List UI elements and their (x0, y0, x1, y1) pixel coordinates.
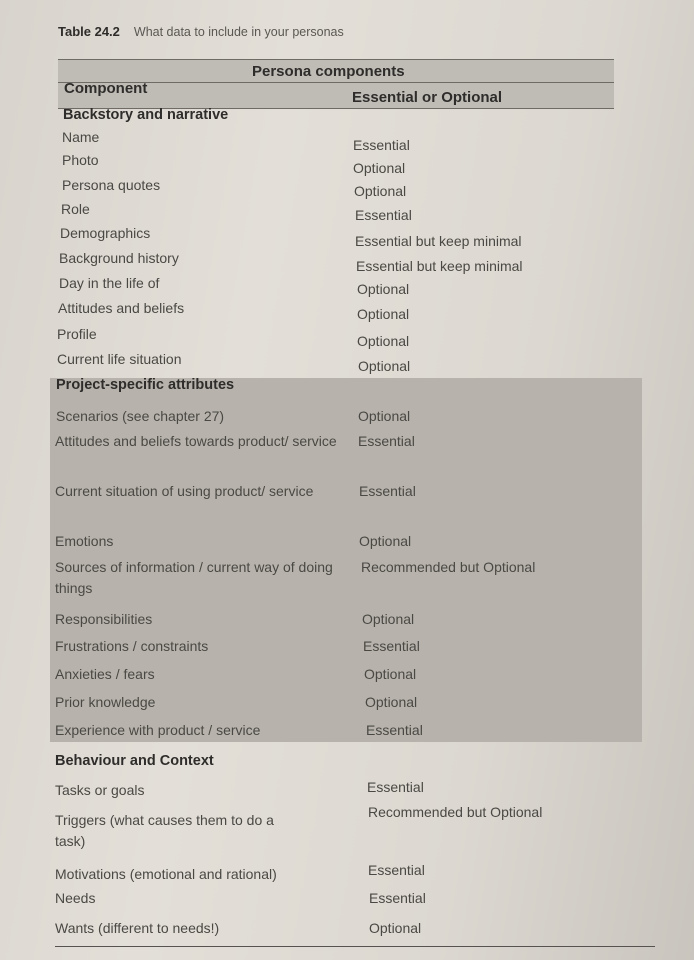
table-row (55, 888, 615, 909)
table-row (55, 864, 615, 885)
table-row (58, 298, 578, 322)
row-component: Background history (59, 250, 179, 266)
table-row (55, 557, 635, 601)
row-component: Day in the life of (59, 275, 160, 291)
row-component: Wants (different to needs!) (55, 920, 220, 936)
row-value: Essential but keep minimal (356, 258, 523, 274)
table-row (59, 273, 579, 297)
row-component: Frustrations / constraints (55, 638, 209, 654)
table-row (55, 720, 615, 741)
table-row (62, 150, 582, 176)
table-row (59, 248, 579, 274)
row-component: Emotions (55, 533, 114, 549)
row-component: Needs (55, 890, 96, 906)
row-value: Optional (358, 358, 411, 374)
table-row (56, 406, 616, 427)
row-value: Optional (362, 611, 415, 627)
row-value: Optional (357, 333, 410, 349)
bottom-rule (55, 946, 655, 947)
row-component: Persona quotes (62, 177, 161, 193)
row-value: Recommended but Optional (361, 559, 536, 575)
row-value: Optional (353, 160, 406, 176)
table-row (61, 199, 581, 223)
row-value: Optional (369, 920, 422, 936)
row-component: Anxieties / fears (55, 666, 155, 682)
table-row (55, 780, 615, 801)
row-component: Photo (62, 152, 99, 168)
table-row (57, 324, 577, 349)
row-component: Attitudes and beliefs (58, 300, 185, 316)
table-row (55, 609, 615, 630)
row-value: Essential (359, 483, 416, 499)
row-value: Essential but keep minimal (355, 233, 522, 249)
table-row (55, 692, 615, 713)
row-component: Demographics (60, 225, 151, 241)
row-value: Optional (354, 183, 407, 199)
section-title-backstory: Backstory and narrative (63, 107, 229, 123)
table-caption (58, 24, 344, 39)
row-component: Scenarios (see chapter 27) (56, 408, 225, 424)
table-row (55, 431, 615, 475)
section-title-behaviour: Behaviour and Context (55, 753, 214, 769)
table-title: What data to include in your personas (133, 25, 344, 39)
row-value: Optional (359, 533, 412, 549)
table-row (55, 531, 615, 552)
row-component: Role (61, 201, 90, 217)
row-component: Prior knowledge (55, 694, 156, 710)
row-value: Essential (358, 433, 415, 449)
table-row (55, 918, 615, 939)
row-value: Essential (363, 638, 420, 654)
row-component: Name (62, 129, 100, 145)
row-value: Essential (353, 137, 410, 153)
row-value: Optional (357, 306, 410, 322)
row-value: Optional (365, 694, 418, 710)
top-rule (58, 59, 614, 60)
header-group-title: Persona components (252, 63, 405, 80)
row-value: Essential (369, 890, 426, 906)
section-title-project-specific: Project-specific attributes (56, 377, 235, 393)
header-component: Component (64, 80, 148, 97)
row-value: Optional (357, 281, 410, 297)
row-value: Essential (367, 779, 424, 795)
row-component: Triggers (what causes them to do a task) (55, 812, 274, 849)
header-essential-or-optional: Essential or Optional (352, 89, 503, 106)
table-number: Table 24.2 (58, 24, 120, 39)
table-row (55, 636, 615, 657)
table-row (62, 127, 582, 153)
row-component: Experience with product / service (55, 722, 261, 738)
row-value: Essential (366, 722, 423, 738)
row-value: Essential (355, 207, 412, 223)
row-component: Current situation of using product/ service (55, 483, 314, 499)
table-row (62, 175, 582, 199)
row-component: Profile (57, 326, 97, 342)
table-row (55, 664, 615, 685)
row-value: Essential (368, 862, 425, 878)
row-value: Optional (358, 408, 411, 424)
row-component: Sources of information / current way of doing things (55, 559, 333, 596)
table-row (60, 223, 580, 249)
row-component: Current life situation (57, 351, 182, 367)
row-component: Motivations (emotional and rational) (55, 866, 277, 882)
row-component: Responsibilities (55, 611, 153, 627)
row-value: Recommended but Optional (368, 804, 543, 820)
table-row (57, 349, 577, 374)
row-value: Optional (364, 666, 417, 682)
row-component: Attitudes and beliefs towards product/ service (55, 433, 337, 449)
table-row (55, 481, 615, 525)
row-component: Tasks or goals (55, 782, 145, 798)
table-row (55, 804, 635, 854)
